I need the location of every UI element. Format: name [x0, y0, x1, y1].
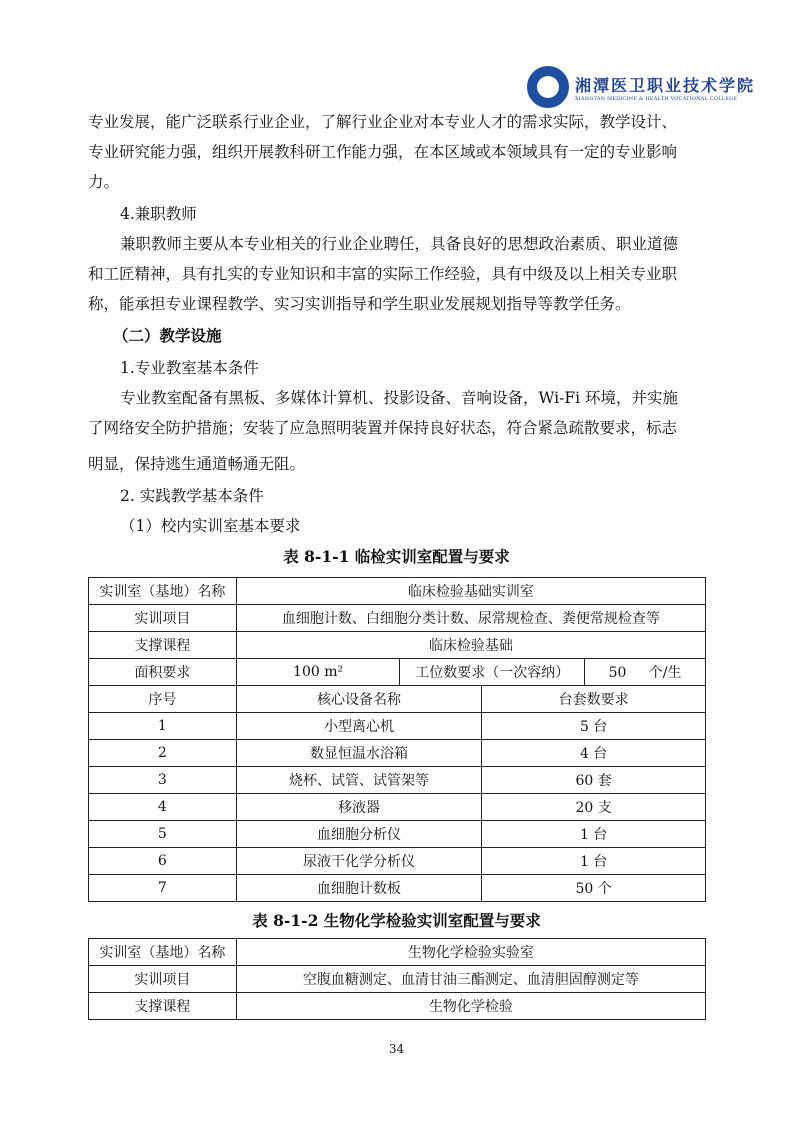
cell: 4 台 [482, 740, 706, 767]
table-row [89, 993, 706, 1020]
table2 [88, 938, 706, 1020]
table-row [89, 578, 706, 605]
cell: 支撑课程 [89, 632, 237, 659]
cell: 小型离心机 [236, 713, 482, 740]
cell: 4 [89, 794, 237, 821]
table-row [89, 659, 706, 686]
paragraph-line: 了网络安全防护措施；安装了应急照明装置并保持良好状态，符合紧急疏散要求，标志 [88, 419, 678, 437]
section-heading: 4.兼职教师 [120, 205, 197, 223]
table-row [89, 767, 706, 794]
paragraph-line: 专业研究能力强，组织开展教科研工作能力强，在本区域或本领域具有一定的专业影响 [88, 143, 678, 161]
cell: 血细胞分析仪 [236, 821, 482, 848]
cell: 5 [89, 821, 237, 848]
cell: 移液器 [236, 794, 482, 821]
paragraph-line: 明显，保持逃生通道畅通无阻。 [88, 455, 306, 473]
table-row [89, 713, 706, 740]
cell: 7 [89, 875, 237, 902]
cell: 3 [89, 767, 237, 794]
table2-title: 表 8-1-2 生物化学检验实训室配置与要求 [252, 911, 541, 930]
cell: 空腹血糖测定、血清甘油三酯测定、血清胆固醇测定等 [236, 966, 705, 993]
cell: 实训室（基地）名称 [89, 939, 237, 966]
seats-unit: 个/生 [648, 665, 682, 681]
seats-value: 50 [608, 665, 627, 681]
paragraph-line: 兼职教师主要从本专业相关的行业企业聘任，具备良好的思想政治素质、职业道德 [120, 235, 679, 253]
cell: 1 台 [482, 821, 706, 848]
cell: 面积要求 [89, 659, 237, 686]
paragraph-line: 称，能承担专业课程教学、实习实训指导和学生职业发展规划指导等教学任务。 [88, 295, 631, 313]
column-header: 序号 [89, 686, 237, 713]
cell: 血细胞计数、白细胞分类计数、尿常规检查、粪便常规检查等 [236, 605, 705, 632]
table-row [89, 740, 706, 767]
cell: 20 支 [482, 794, 706, 821]
cell: 实训项目 [89, 966, 237, 993]
cell: 实训项目 [89, 605, 237, 632]
cell: 6 [89, 848, 237, 875]
paragraph-line: 专业发展，能广泛联系行业企业，了解行业企业对本专业人才的需求实际，教学设计、 [88, 113, 678, 131]
table1 [88, 577, 706, 902]
paragraph-line: 专业教室配备有黑板、多媒体计算机、投影设备、音响设备，Wi-Fi 环境，并实施 [120, 389, 678, 407]
paragraph-line: 和工匠精神，具有扎实的专业知识和丰富的实际工作经验，具有中级及以上相关专业职 [88, 265, 678, 283]
cell: 60 套 [482, 767, 706, 794]
table-row [89, 821, 706, 848]
cell: 临床检验基础实训室 [236, 578, 705, 605]
college-logo [527, 66, 755, 108]
table-row [89, 939, 706, 966]
cell: 50 个 [482, 875, 706, 902]
table-row [89, 966, 706, 993]
page-number: 34 [388, 1042, 405, 1056]
table1-title: 表 8-1-1 临检实训室配置与要求 [283, 547, 510, 566]
section-heading: （1）校内实训室基本要求 [120, 517, 301, 535]
cell: 100 m² [236, 659, 400, 686]
cell: 2 [89, 740, 237, 767]
logo-chinese-name: 湘潭医卫职业技术学院 [575, 75, 756, 95]
cell: 烧杯、试管、试管架等 [236, 767, 482, 794]
college-seal-icon [527, 66, 569, 108]
column-header: 台套数要求 [482, 686, 706, 713]
cell: 血细胞计数板 [236, 875, 482, 902]
cell: 5 台 [482, 713, 706, 740]
table-row [89, 848, 706, 875]
table-row [89, 605, 706, 632]
logo-english-name: XIANGTAN MEDICINE & HEALTH VOCATIONAL COLLEGE [575, 95, 738, 102]
cell: 实训室（基地）名称 [89, 578, 237, 605]
table-row [89, 875, 706, 902]
cell: 临床检验基础 [236, 632, 705, 659]
cell: 工位数要求（一次容纳） [400, 659, 585, 686]
cell: 1 台 [482, 848, 706, 875]
cell [585, 659, 706, 686]
cell: 生物化学检验实验室 [236, 939, 705, 966]
section-heading: 2. 实践教学基本条件 [120, 487, 264, 505]
cell: 尿液干化学分析仪 [236, 848, 482, 875]
table-header-row [89, 686, 706, 713]
section-heading: （二）教学设施 [113, 326, 222, 345]
cell: 数显恒温水浴箱 [236, 740, 482, 767]
table-row [89, 632, 706, 659]
column-header: 核心设备名称 [236, 686, 482, 713]
cell: 生物化学检验 [236, 993, 705, 1020]
paragraph-line: 力。 [88, 173, 120, 191]
cell: 支撑课程 [89, 993, 237, 1020]
table-row [89, 794, 706, 821]
section-heading: 1.专业教室基本条件 [120, 359, 259, 377]
cell: 1 [89, 713, 237, 740]
